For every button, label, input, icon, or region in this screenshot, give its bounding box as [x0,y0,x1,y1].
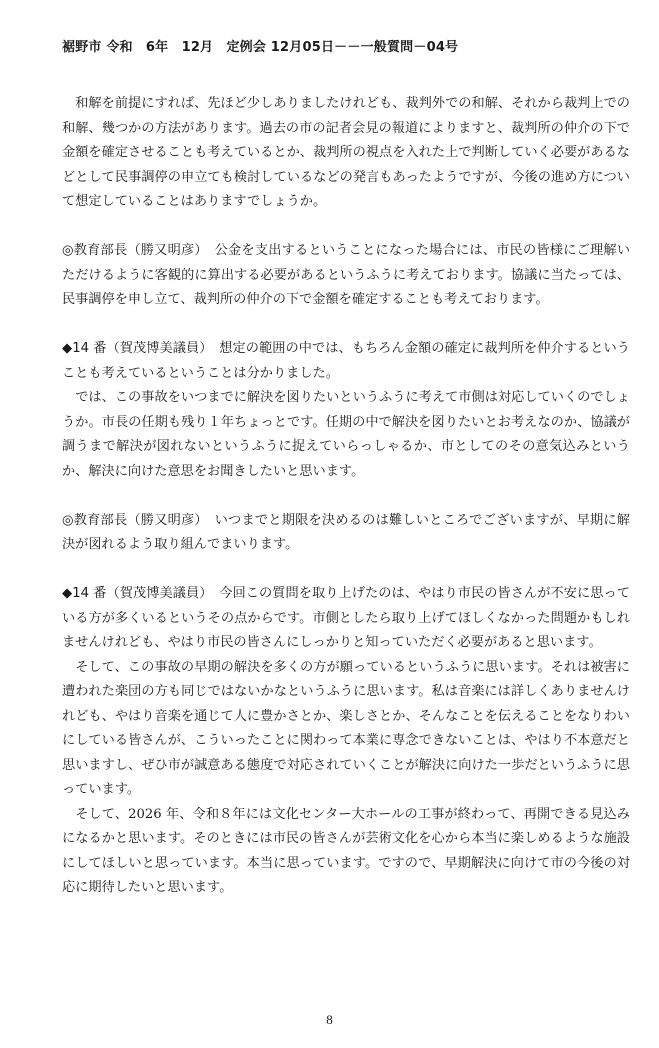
question-paragraph [62,386,630,484]
paragraph-text: では、この事故をいつまでに解決を図りたいというふうに考えて市側は対応していくのでしょうか。市長の任期も残り１年ちょっとです。任期の中で解決を図りたいとお考えなのか、協議が調うまで解決が図れないというふうに捉えていらっしゃるか、市としてのその意気込みというか、解決に向けた意思をお聞きしたいと思います。 [62,390,630,479]
paragraph-gap [62,484,630,509]
answer-paragraph [62,509,630,558]
document-body [62,92,630,901]
paragraph-text: 今回この質問を取り上げたのは、やはり市民の皆さんが不安に思っている方が多くいるというその点からです。市側としたら取り上げてほしくなかった問題かもしれませんけれども、やはり市民の皆さんにしっかりと知っていただく必要があると思います。 [62,586,630,650]
paragraph-gap [62,313,630,338]
paragraph-text: 公金を支出するということになった場合には、市民の皆様にご理解いただけるように客観的に算出する必要があるというふうに考えております。協議に当たっては、民事調停を申し立て、裁判所の仲介の下で金額を確定することも考えております。 [62,243,631,307]
question-paragraph [62,582,630,656]
question-paragraph [62,803,630,901]
question-paragraph [62,92,630,215]
paragraph-text: 和解を前提にすれば、先ほど少しありましたけれども、裁判外での和解、それから裁判上での和解、幾つかの方法があります。過去の市の記者会見の報道によりますと、裁判所の仲介の下で金額を確定させることも考えているとか、裁判所の視点を入れた上で判断していく必要があるなどとして民事調停の申立ても検討しているなどの発言もあったようですが、今後の進め方について想定していることはありますでしょうか。 [62,96,630,209]
answer-paragraph [62,239,630,313]
paragraph-text: いつまでと期限を決めるのは難しいところでございますが、早期に解決が図れるよう取り組んでまいります。 [62,512,630,552]
paragraph-gap [62,215,630,240]
speaker-label: ◎教育部長（勝又明彦） [62,512,202,528]
speaker-label: ◆14 番（賀茂博美議員） [62,341,206,356]
paragraph-text: そして、この事故の早期の解決を多くの方が願っているというふうに思います。それは被害に遭われた楽団の方も同じではないかなというふうに思います。私は音楽には詳しくありませんけれども、やはり音楽を通じて人に豊かさとか、楽しさとか、そんなことを伝えることをなりわいにしている皆さんが、こういったことに関わって本業に専念できないことは、やはり不本意だと思いますし、ぜひ市が誠意ある態度で対応されていくことが解決に向けた一歩だというふうに思っています。 [62,659,630,797]
question-paragraph [62,656,630,803]
paragraph-gap [62,558,630,583]
page-number: 8 [326,1012,333,1027]
question-paragraph [62,337,630,386]
paragraph-text: そして、2026 年、令和８年には文化センター大ホールの工事が終わって、再開できる見込みになるかと思います。そのときには市民の皆さんが芸術文化を心から本当に楽しめるような施設にしてほしいと思っています。本当に思っています。ですので、早期解決に向けて市の今後の対応に期待したいと思います。 [62,806,630,895]
paragraph-text: 想定の範囲の中では、もちろん金額の確定に裁判所を仲介するということも考えているということは分かりました。 [62,341,630,381]
speaker-label: ◆14 番（賀茂博美議員） [62,586,206,601]
speaker-label: ◎教育部長（勝又明彦） [62,243,202,258]
page-header: 裾野市 令和 6年 12月 定例会 12月05日－－一般質問－04号 [62,40,459,55]
